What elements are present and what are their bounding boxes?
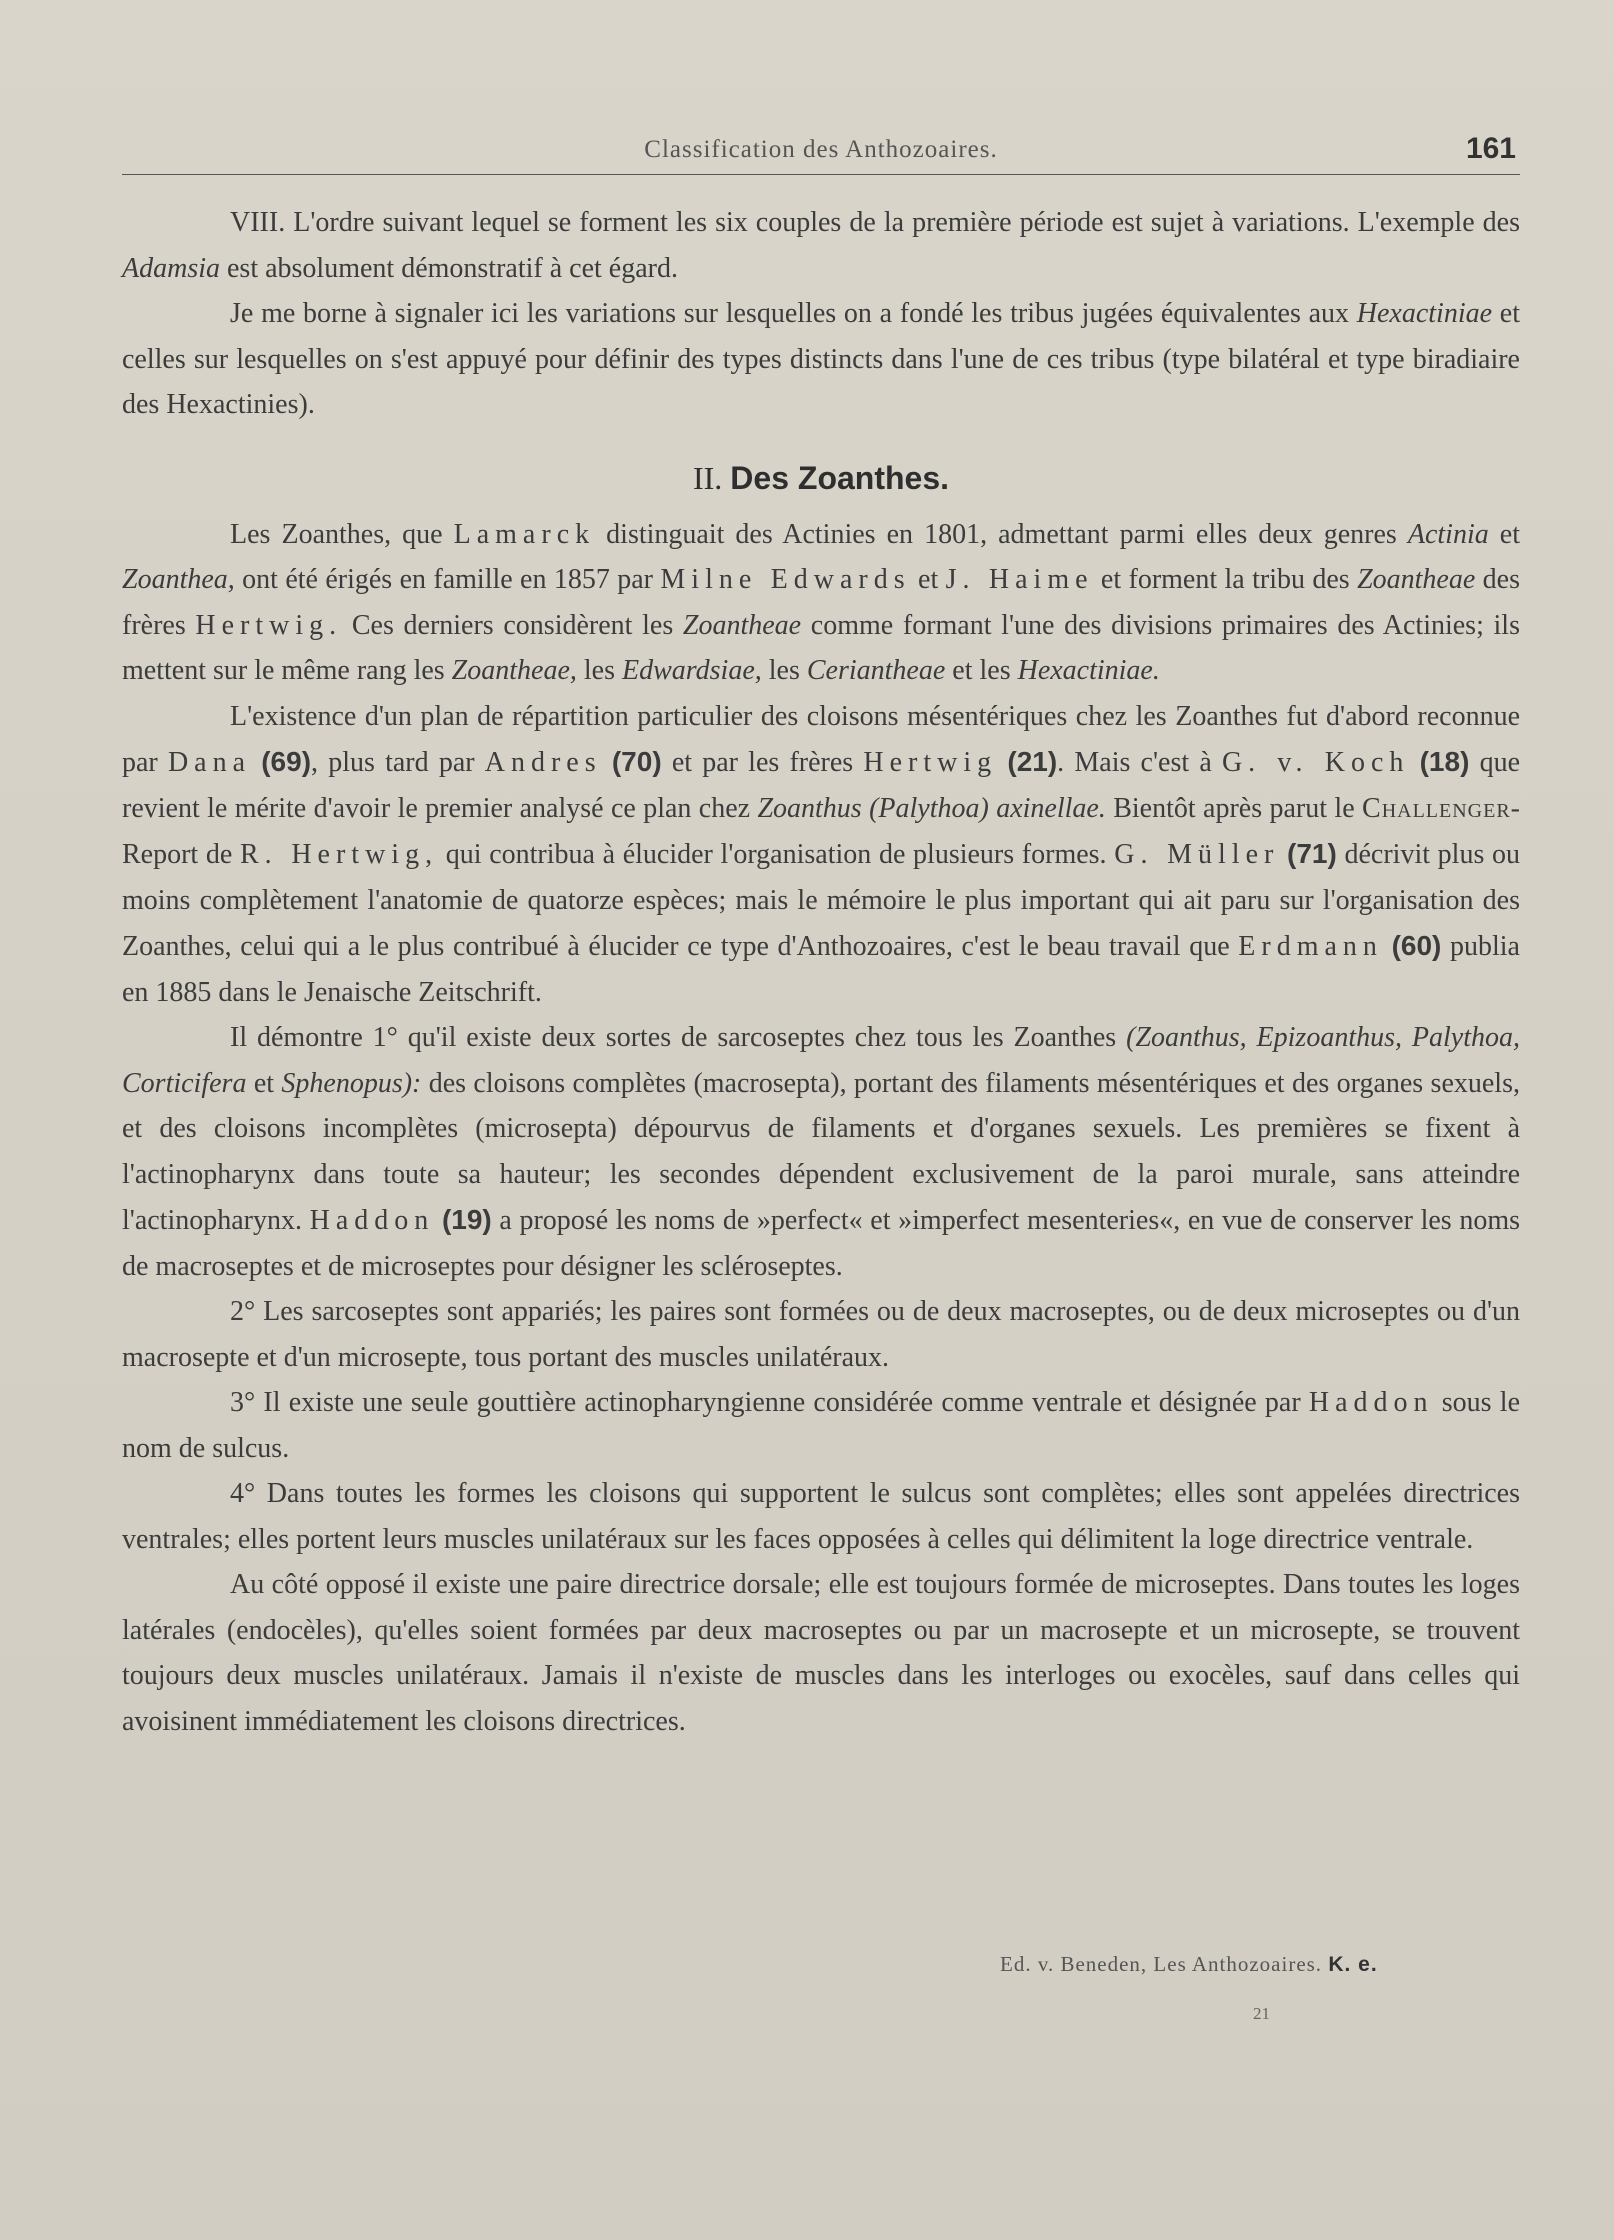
- reference: (60): [1391, 930, 1442, 961]
- paragraph: Au côté opposé il existe une paire directrice dorsale; elle est toujours formée de microseptes. Dans toutes les loges latérales (endocèles), qu'elles soient formées par deux macroseptes ou par un macrosepte et un microsepte, se trouvent toujours deux muscles unilatéraux. Jamais il n'existe de muscles dans les interloges ou exocèles, sauf dans celles qui avoisinent immédiatement les cloisons directrices.: [122, 1569, 1520, 1737]
- footer-signature-line: [1000, 1952, 1520, 1977]
- paragraph: Les Zoanthes, que Lamarck distinguait des Actinies en 1801, admettant parmi elles deux genres Actinia et Zoanthea, ont été érigés en famille en 1857 par Milne Edwards et J. Haime et forment la tribu des Zoantheae des frères Hertwig. Ces derniers considèrent les Zoantheae comme formant l'une des divisions primaires des Actinies; ils mettent sur le même rang les Zoantheae, les Edwardsiae, les Cerianthеae et les Hexactiniae.: [122, 518, 1521, 686]
- section-heading: [122, 454, 1520, 502]
- paragraph: 2° Les sarcoseptes sont appariés; les paires sont formées ou de deux macroseptes, ou de deux microseptes ou d'un macrosepte et d'un microsepte, tous portant des muscles unilatéraux.: [122, 1296, 1520, 1373]
- running-header: [122, 134, 1520, 175]
- paragraph: Je me borne à signaler ici les variations sur lesquelles on a fondé les tribus jugées équivalentes aux Hexactiniae et celles sur lesquelles on s'est appuyé pour définir des types distincts dans l'une de ces tribus (type bilatéral et type biradiaire des Hexactinies).: [122, 298, 1520, 420]
- paragraph: L'existence d'un plan de répartition particulier des cloisons mésentériques chez les Zoanthes fut d'abord reconnue par Dana (69), plus tard par Andres (70) et par les frères Hertwig (21). Mais c'est à G. v. Koch (18) que revient le mérite d'avoir le premier analysé ce plan chez Zoanthus (Palythoa) axinellae. Bientôt après parut le Challenger-Report de R. Hertwig, qui contribua à élucider l'organisation de plusieurs formes. G. Müller (71) décrivit plus ou moins complètement l'anatomie de quatorze espèces; mais le mémoire le plus important qui ait paru sur l'organisation des Zoanthes, celui qui a le plus contribué à élucider ce type d'Anthozoaires, c'est le beau travail que Erdmann (60) publia en 1885 dans le Jenaische Zeitschrift.: [122, 700, 1521, 1008]
- footer-mark: K. e.: [1328, 1953, 1378, 1976]
- reference: (21): [1007, 746, 1058, 777]
- reference: (70): [611, 746, 662, 777]
- reference: (71): [1287, 838, 1337, 869]
- paragraph: VIII. L'ordre suivant lequel se forment les six couples de la première période est sujet à variations. L'exemple des Adamsia est absolument démonstratif à cet égard.: [122, 207, 1520, 284]
- paragraph: Il démontre 1° qu'il existe deux sortes de sarcoseptes chez tous les Zoanthes (Zoanthus, Epizoanthus, Palythoa, Corticifera et Sphenopus): des cloisons complètes (macrosepta), portant des filaments mésentériques et des organes sexuels, et des cloisons incomplètes (microsepta) dépourvus de filaments et d'organes sexuels. Les premières se fixent à l'actinopharynx dans toute sa hauteur; les secondes dépendent exclusivement de la paroi murale, sans atteindre l'actinopharynx. Haddon (19) a proposé les noms de »perfect« et »imperfect mesenteries«, en vue de conserver les noms de macroseptes et de microseptes pour désigner les scléroseptes.: [122, 1022, 1520, 1282]
- section-title: Des Zoanthes.: [730, 459, 950, 496]
- header-title: Classification des Anthozoaires.: [644, 136, 998, 163]
- reference: (18): [1419, 746, 1470, 777]
- paragraph: 3° Il existe une seule gouttière actinopharyngienne considérée comme ventrale et désignée par Haddon sous le nom de sulcus.: [122, 1387, 1520, 1464]
- page-body: [122, 200, 1520, 1744]
- page-number: 161: [1465, 132, 1516, 165]
- reference: (19): [441, 1204, 492, 1235]
- sheet-signature: 21: [1253, 2004, 1270, 2023]
- footer-text: Ed. v. Beneden, Les Anthozoaires.: [1000, 1952, 1323, 1976]
- paragraph: 4° Dans toutes les formes les cloisons qui supportent le sulcus sont complètes; elles sont appelées directrices ventrales; elles portent leurs muscles unilatéraux sur les faces opposées à celles qui délimitent la loge directrice ventrale.: [122, 1478, 1520, 1555]
- reference: (69): [261, 746, 312, 777]
- section-number: II.: [692, 459, 723, 496]
